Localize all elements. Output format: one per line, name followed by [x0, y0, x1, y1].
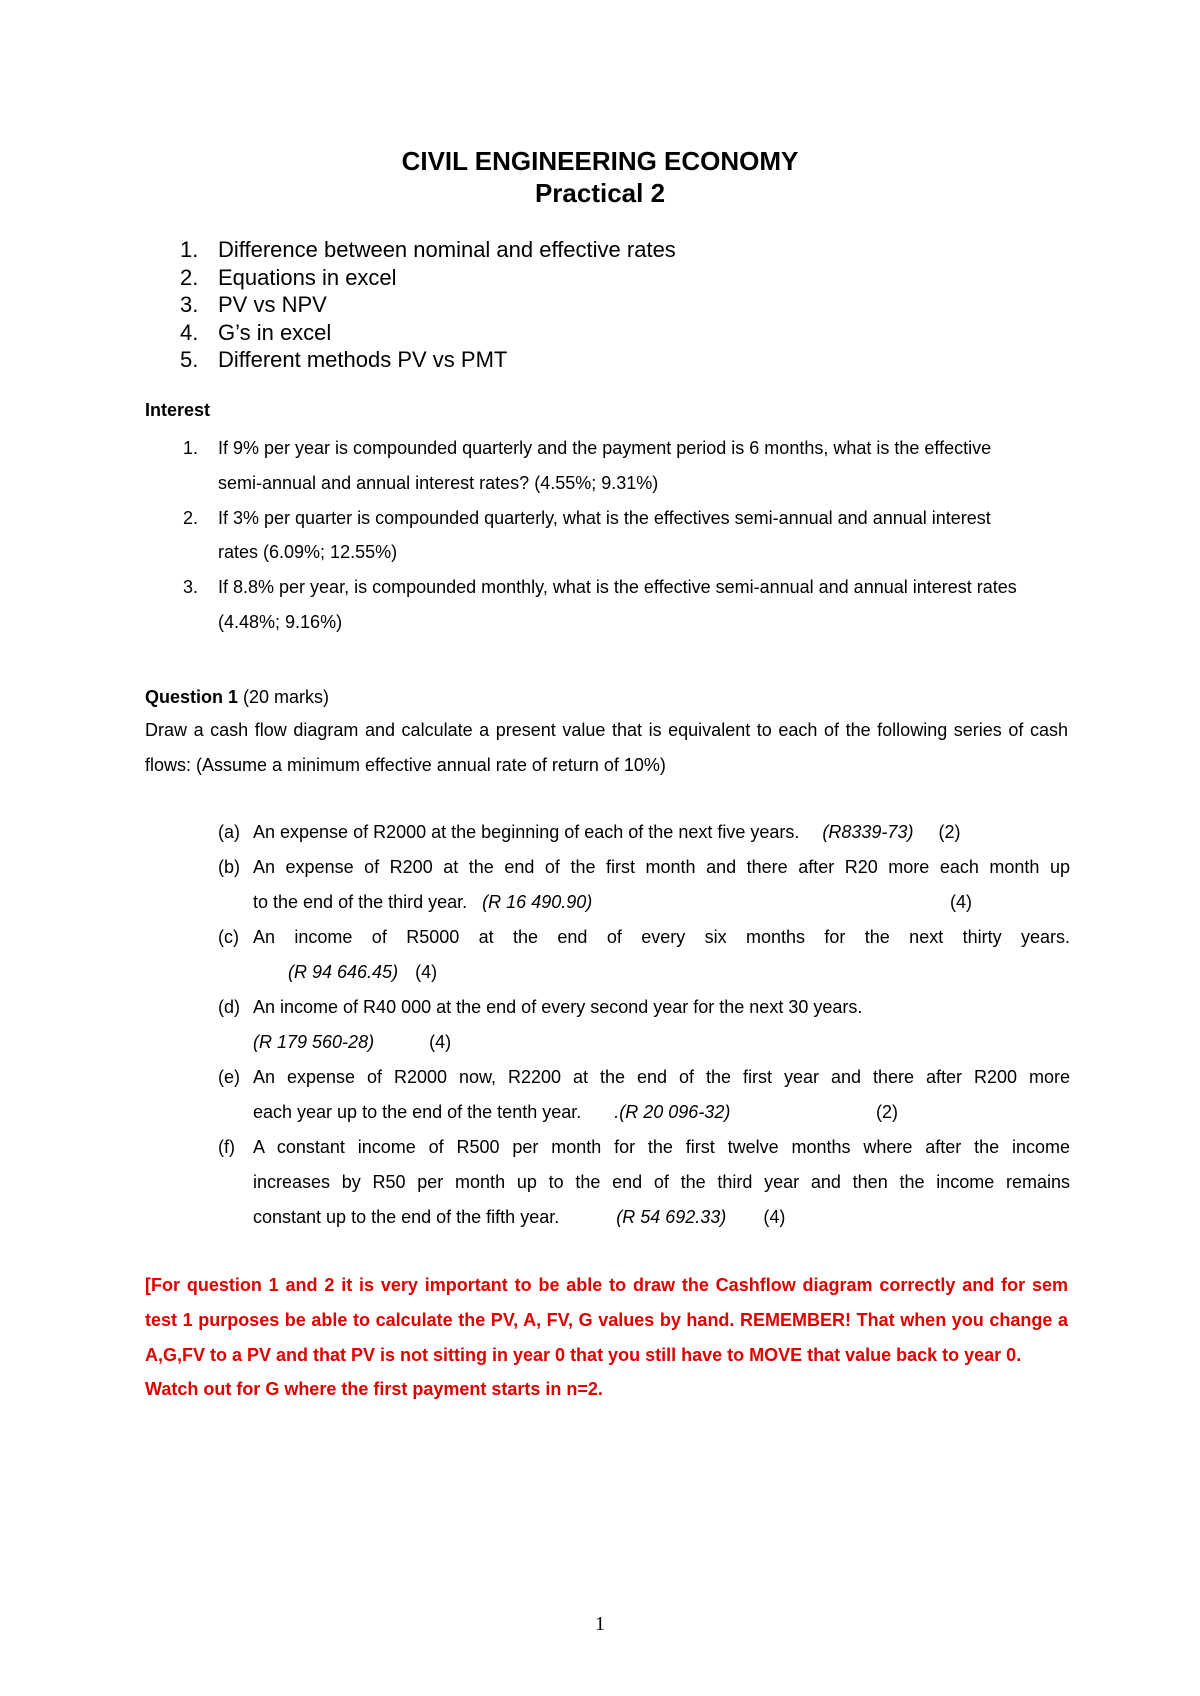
topics-list [180, 236, 676, 374]
interest-heading: Interest [145, 400, 211, 420]
question-1-parts [218, 815, 1070, 1235]
question-part-d: (d) An income of R40 000 at the end of every second year for the next 30 years. (R 179 560-28) (4) [218, 997, 863, 1052]
answer: (R 16 490.90) [482, 892, 593, 912]
interest-item: 3. If 8.8% per year, is compounded monthly, what is the effective semi-annual and annual interest rates (4.48%; 9.16%) [183, 577, 1017, 632]
marks: (4) [429, 1032, 452, 1052]
document-subtitle: Practical 2 [534, 178, 666, 208]
question-part-c: (c) An income of R5000 at the end of every six months for the next thirty years. (R 94 646.45) (4) [218, 927, 1070, 982]
document-title: CIVIL ENGINEERING ECONOMY [401, 146, 799, 176]
topic-item: 3. PV vs NPV [180, 292, 327, 317]
question-1-heading [145, 680, 1068, 715]
page-number: 1 [595, 1613, 605, 1635]
topic-item: 1. Difference between nominal and effective rates [180, 237, 676, 262]
interest-list [183, 431, 1083, 640]
topic-item: 4. G’s in excel [180, 319, 332, 345]
topic-item: 2. Equations in excel [180, 264, 397, 290]
answer: (R 54 692.33) [616, 1207, 727, 1227]
important-note [145, 1268, 1068, 1407]
marks: (4) [950, 892, 972, 912]
question-label: Question 1 [145, 687, 239, 707]
question-part-f: (f) A constant income of R500 per month for the first twelve months where after the income increases by R50 per month up to the end of the third year and then the income remains constant up to the end of the fifth year. (R 54 692.33) (4) [218, 1137, 1070, 1227]
note-line: Watch out for G where the first payment starts in n=2. [145, 1379, 603, 1400]
question-part-b: (b) An expense of R200 at the end of the first month and there after R20 more each month up to the end of the third year. (R 16 490.90) (4) [218, 850, 1070, 920]
answer: (R 94 646.45) [288, 962, 399, 982]
topic-item: 5. Different methods PV vs PMT [180, 347, 508, 372]
question-1-intro: Draw a cash flow diagram and calculate a present value that is equivalent to each of the following series of cash flows: (Assume a minimum effective annual rate of return of 10%) [145, 720, 1068, 775]
marks: (2) [938, 822, 961, 842]
question-part-a: (a) An expense of R2000 at the beginning of each of the next five years. (R8339-73) (2) [218, 822, 961, 842]
answer: (R8339-73) [822, 822, 914, 842]
marks: (2) [876, 1102, 898, 1122]
answer: .(R 20 096-32) [614, 1102, 731, 1122]
marks: (4) [763, 1207, 786, 1227]
answer: (R 179 560-28) [253, 1032, 375, 1052]
marks: (4) [415, 962, 438, 982]
interest-item: 1. If 9% per year is compounded quarterly and the payment period is 6 months, what is the effective semi-annual and annual interest rates? (4.55%; 9.31%) [183, 438, 992, 493]
question-marks: (20 marks) [243, 687, 330, 707]
interest-item: 2. If 3% per quarter is compounded quarterly, what is the effectives semi-annual and annual interest rates (6.09%; 12.55%) [183, 507, 991, 563]
question-part-e: (e) An expense of R2000 now, R2200 at the end of the first year and there after R200 more each year up to the end of the tenth year. .(R 20 096-32) (2) [218, 1060, 1070, 1130]
note-paragraph: [For question 1 and 2 it is very important to be able to draw the Cashflow diagram correctly and for sem test 1 purposes be able to calculate the PV, A, FV, G values by hand. REMEMBER! That when you change a A,G,FV to a PV and that PV is not sitting in year 0 that you still have to MOVE that value back to year 0. [145, 1275, 1068, 1365]
